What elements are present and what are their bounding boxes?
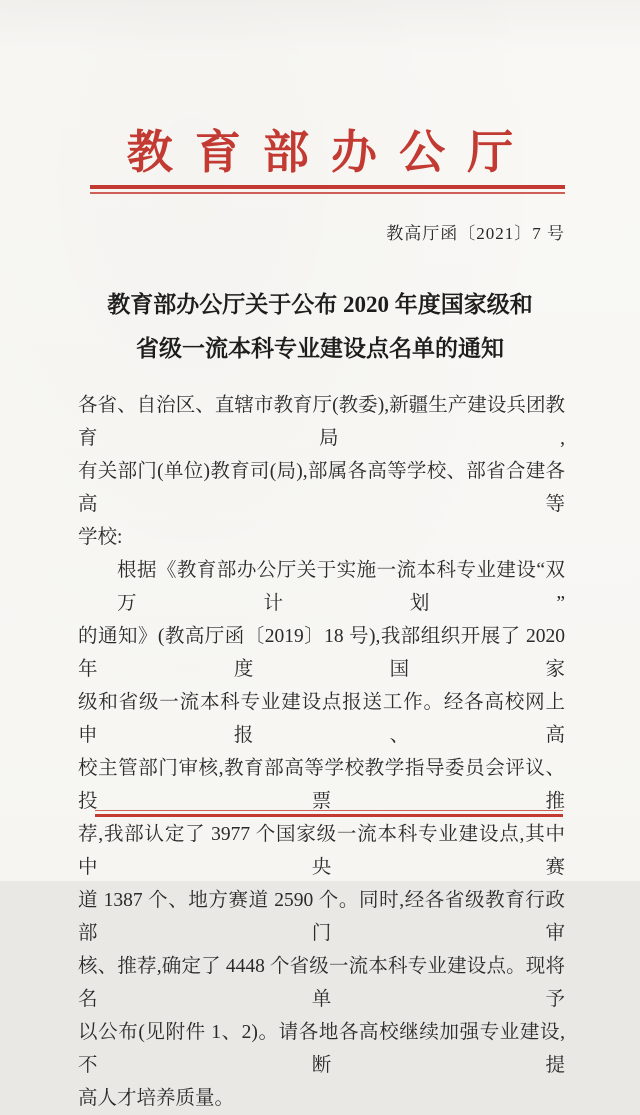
body-line: 的通知》(教高厅函〔2019〕18 号),我部组织开展了 2020 年度国家 (78, 626, 565, 680)
document-body (78, 389, 565, 1115)
body-line: 核、推荐,确定了 4448 个省级一流本科专业建设点。现将名单予 (78, 956, 565, 1010)
body-line: 以公布(见附件 1、2)。请各地各高校继续加强专业建设,不断提 (78, 1022, 565, 1076)
footer-red-separator (95, 810, 563, 817)
header-red-separator (90, 185, 565, 194)
agency-name: 教育部办公厅 (126, 127, 536, 178)
notice-title-line2: 省级一流本科专业建设点名单的通知 (136, 336, 504, 361)
body-line: 高人才培养质量。 (78, 1088, 235, 1109)
notice-title (0, 283, 640, 371)
body-line: 级和省级一流本科专业建设点报送工作。经各高校网上申报、高 (78, 692, 565, 746)
body-line: 荐,我部认定了 3977 个国家级一流本科专业建设点,其中中央赛 (78, 824, 565, 878)
notice-title-line1: 教育部办公厅关于公布 2020 年度国家级和 (107, 292, 533, 317)
body-line: 根据《教育部办公厅关于实施一流本科专业建设“双万计划” (117, 560, 565, 614)
salutation-line: 学校: (78, 527, 123, 548)
doc-number: 教高厅函〔2021〕7 号 (386, 224, 565, 243)
salutation-line: 各省、自治区、直辖市教育厅(教委),新疆生产建设兵团教育局, (78, 395, 565, 449)
body-line: 校主管部门审核,教育部高等学校教学指导委员会评议、投票推 (78, 758, 565, 812)
salutation-line: 有关部门(单位)教育司(局),部属各高等学校、部省合建各高等 (78, 461, 565, 515)
body-line: 道 1387 个、地方赛道 2590 个。同时,经各省级教育行政部门审 (78, 890, 565, 944)
